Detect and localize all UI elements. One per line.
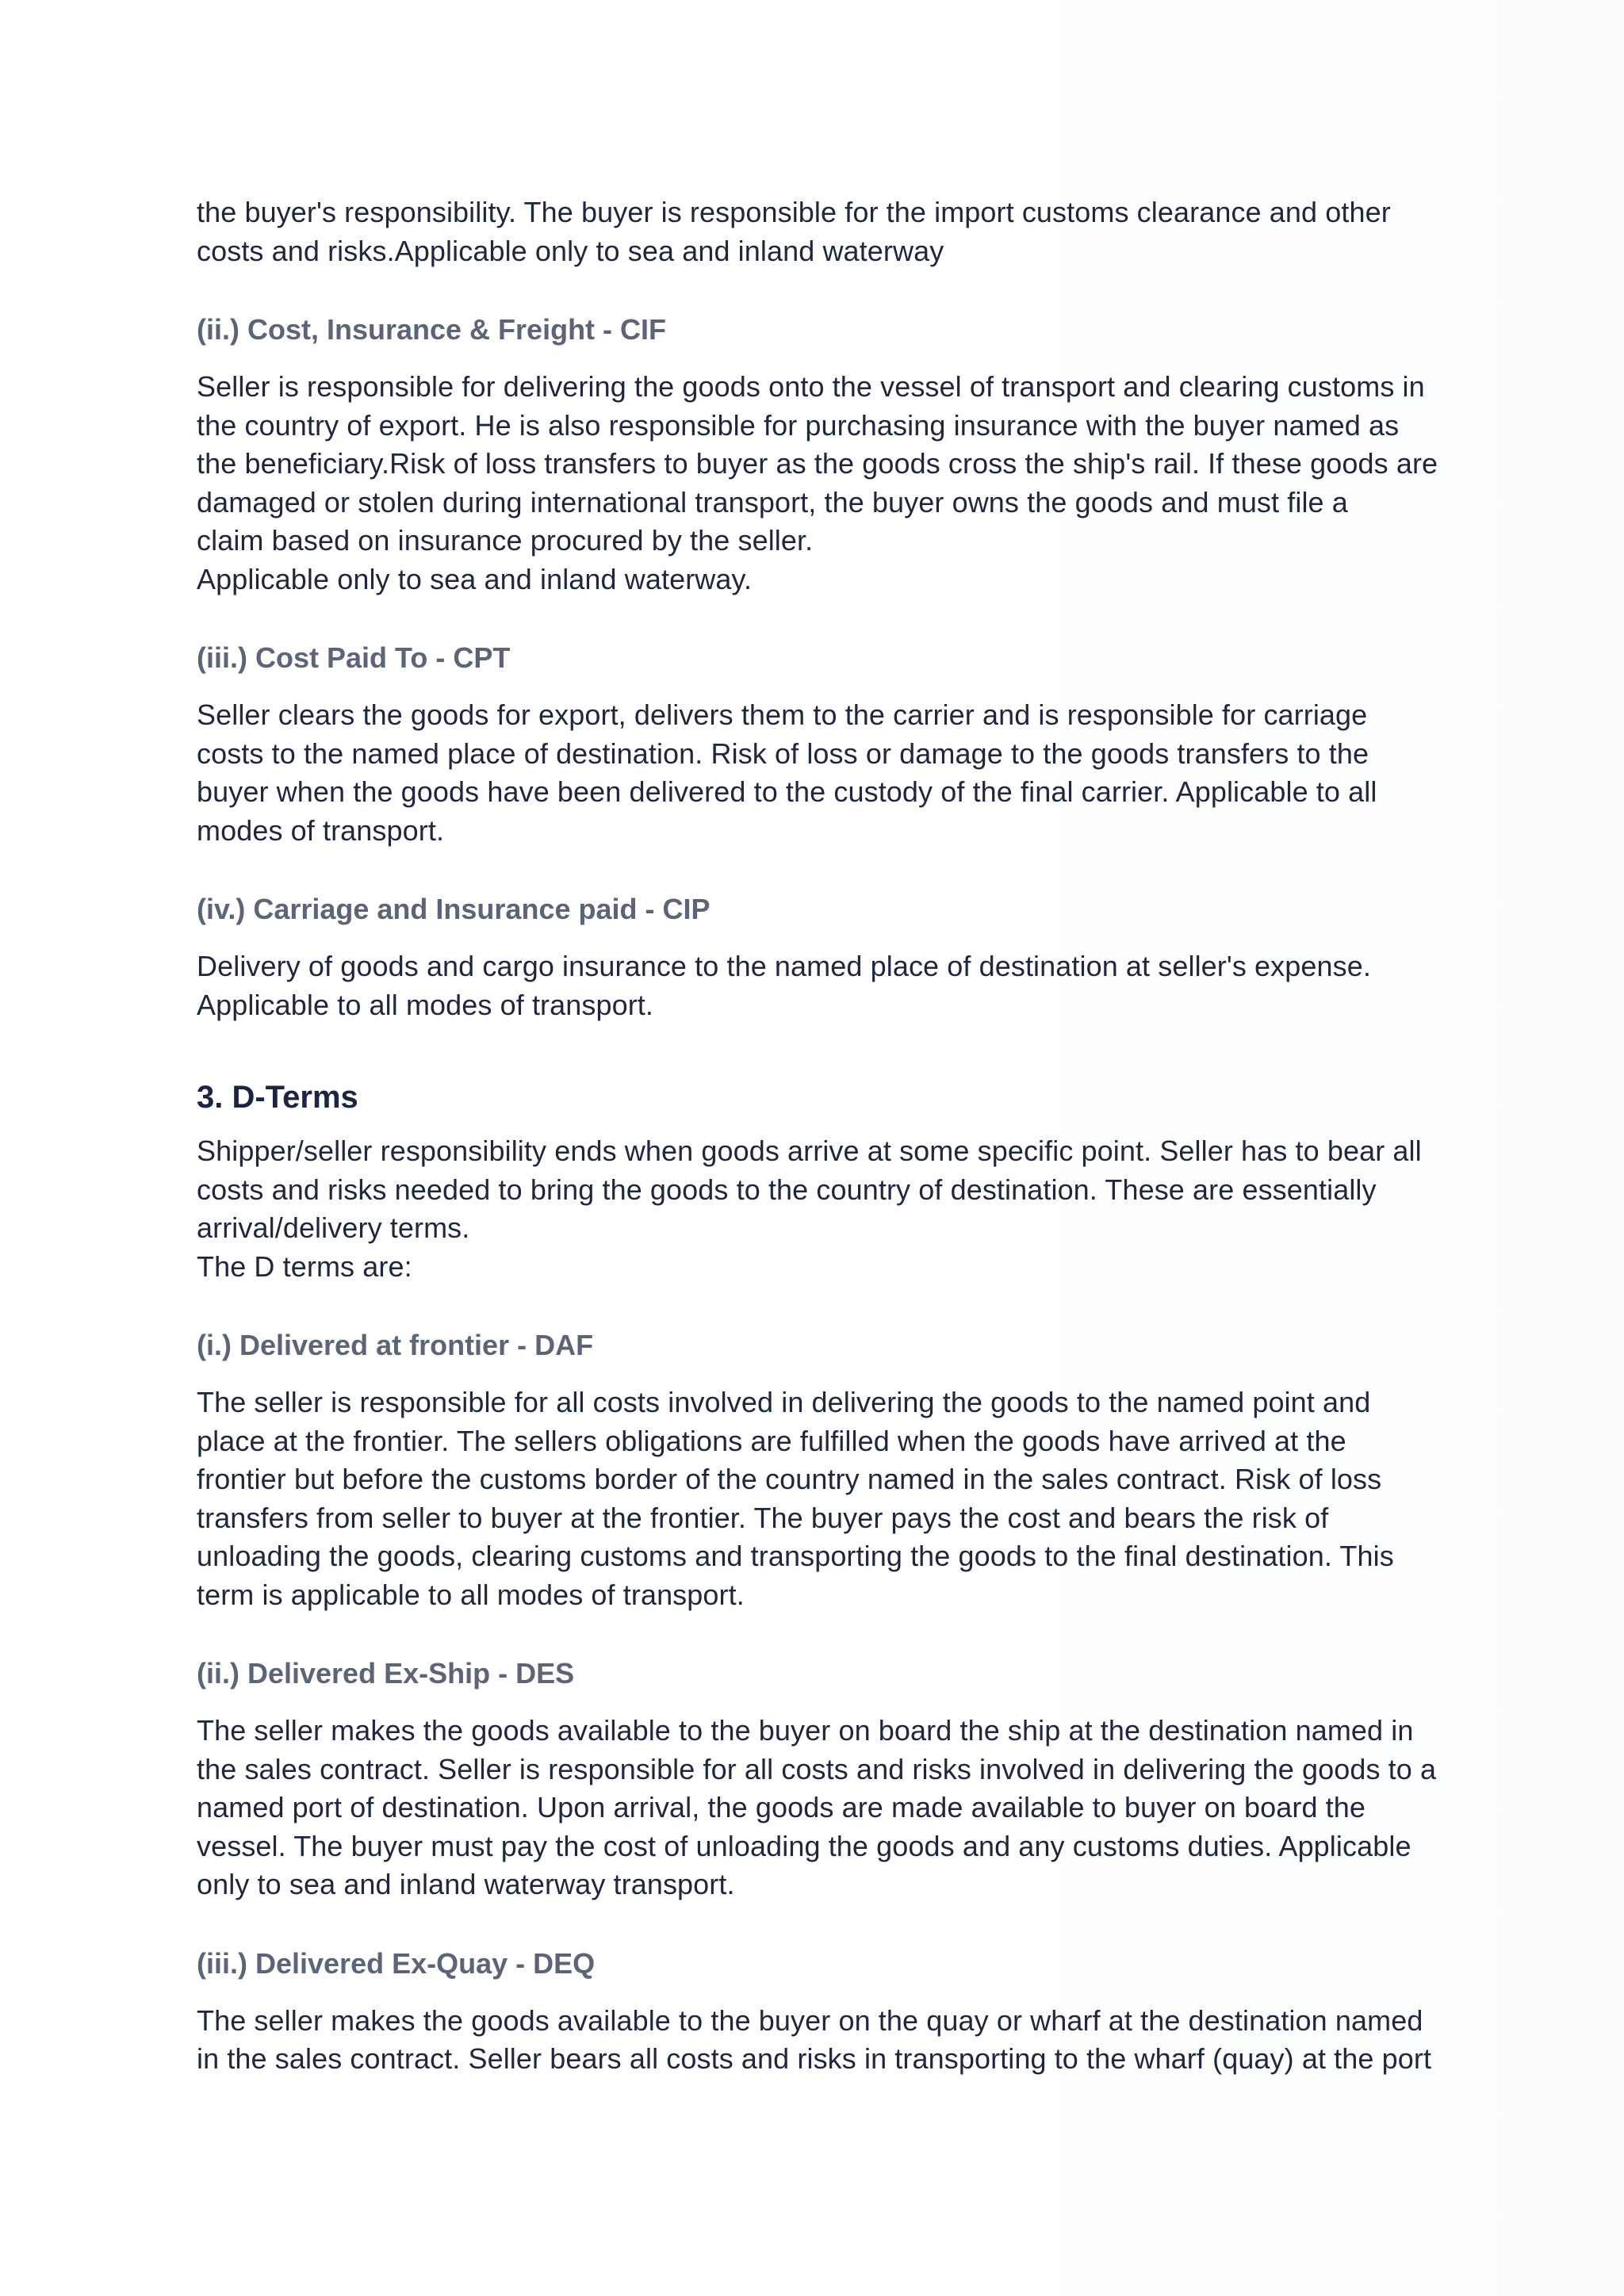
des-heading: (ii.) Delivered Ex-Ship - DES <box>197 1657 575 1689</box>
text-line: the country of export. He is also responsible for purchasing insurance with the buyer named as <box>197 408 1400 442</box>
text-line: costs and risks needed to bring the goods to the country of destination. These are essentially <box>197 1173 1377 1206</box>
text-line: vessel. The buyer must pay the cost of unloading the goods and any customs duties. Applicable <box>197 1829 1411 1862</box>
daf-heading: (i.) Delivered at frontier - DAF <box>197 1329 594 1361</box>
text-line: Seller clears the goods for export, delivers them to the carrier and is responsible for carriage <box>197 698 1368 731</box>
text-line: the buyer's responsibility. The buyer is responsible for the import customs clearance and other <box>197 196 1391 228</box>
text-line: arrival/delivery terms. <box>197 1211 470 1244</box>
text-line: The seller makes the goods available to the buyer on board the ship at the destination named in <box>197 1714 1414 1747</box>
deq-heading: (iii.) Delivered Ex-Quay - DEQ <box>197 1946 596 1980</box>
text-line: frontier but before the customs border of the country named in the sales contract. Risk of loss <box>197 1463 1382 1495</box>
text-line: The D terms are: <box>197 1249 412 1283</box>
text-line: Delivery of goods and cargo insurance to the named place of destination at seller's expense. <box>197 950 1371 982</box>
cip-paragraph <box>197 947 1434 1024</box>
text-line: unloading the goods, clearing customs and transporting the goods to the final destination. This <box>197 1540 1394 1572</box>
text-line: place at the frontier. The sellers obligations are fulfilled when the goods have arrived at the <box>197 1424 1346 1457</box>
text-line: the sales contract. Seller is responsible for all costs and risks involved in delivering the goods to a <box>197 1752 1437 1785</box>
d-terms-heading: 3. D-Terms <box>197 1080 358 1115</box>
text-line: Seller is responsible for delivering the goods onto the vessel of transport and clearing customs in <box>197 370 1425 403</box>
daf-paragraph <box>197 1383 1434 1614</box>
text-line: modes of transport. <box>197 813 445 847</box>
text-line: The seller is responsible for all costs involved in delivering the goods to the named point and <box>197 1386 1371 1418</box>
deq-paragraph <box>197 2002 1434 2079</box>
des-paragraph <box>197 1712 1437 1904</box>
text-line: term is applicable to all modes of transport. <box>197 1578 745 1611</box>
text-line: transfers from seller to buyer at the frontier. The buyer pays the cost and bears the risk of <box>197 1501 1329 1534</box>
cif-heading: (ii.) Cost, Insurance & Freight - CIF <box>197 313 667 346</box>
text-line: Applicable only to sea and inland waterway. <box>197 562 753 595</box>
text-line: only to sea and inland waterway transport. <box>197 1868 735 1900</box>
d-terms-paragraph <box>197 1132 1434 1286</box>
text-line: The seller makes the goods available to the buyer on the quay or wharf at the destination named <box>197 2003 1423 2037</box>
text-line: the beneficiary.Risk of loss transfers to buyer as the goods cross the ship's rail. If these goods are <box>197 447 1438 480</box>
cpt-paragraph <box>197 696 1434 850</box>
text-line: costs and risks.Applicable only to sea and inland waterway <box>197 234 944 267</box>
cpt-heading: (iii.) Cost Paid To - CPT <box>197 641 511 674</box>
text-line: claim based on insurance procured by the seller. <box>197 524 814 557</box>
text-line: in the sales contract. Seller bears all costs and risks in transporting to the wharf (quay) at the port <box>197 2042 1432 2075</box>
text-line: Applicable to all modes of transport. <box>197 988 654 1021</box>
document-content <box>197 193 1438 2079</box>
text-line: Shipper/seller responsibility ends when goods arrive at some specific point. Seller has to bear all <box>197 1135 1422 1167</box>
cif-paragraph <box>197 368 1438 599</box>
cip-heading: (iv.) Carriage and Insurance paid - CIP <box>197 893 710 925</box>
text-line: buyer when the goods have been delivered to the custody of the final carrier. Applicable to all <box>197 775 1377 808</box>
text-line: named port of destination. Upon arrival, the goods are made available to buyer on board the <box>197 1791 1366 1823</box>
intro-paragraph <box>197 193 1434 270</box>
text-line: damaged or stolen during international transport, the buyer owns the goods and must file a <box>197 485 1348 519</box>
text-line: costs to the named place of destination. Risk of loss or damage to the goods transfers to the <box>197 737 1369 770</box>
